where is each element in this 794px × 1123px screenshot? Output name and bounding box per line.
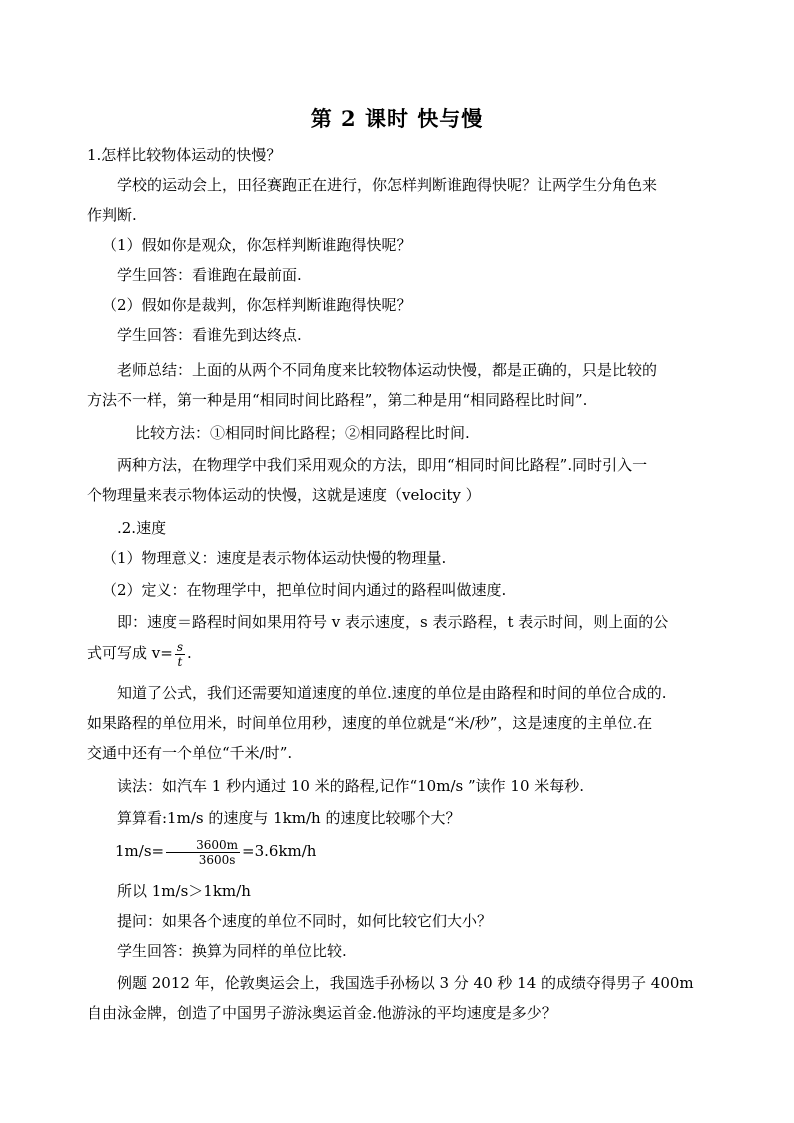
formula-suffix: . [186,644,192,662]
conclusion: 所以 1m/s＞1km/h [117,882,251,900]
conversion-fraction [166,838,240,867]
two-methods-line1: 两种方法，在物理学中我们采用观众的方法，即用“相同时间比路程”.同时引入一 [117,456,648,474]
question-audience: （1）假如你是观众，你怎样判断谁跑得快呢？ [102,236,412,254]
reading-method: 读法：如汽车 1 秒内通过 10 米的路程,记作“10m/s ”读作 10 米每秒. [117,777,585,795]
formula-numerator: s [176,639,183,654]
formula-text-line2 [87,638,707,669]
section-heading-compare: 1.怎样比较物体运动的快慢？ [87,146,282,164]
answer-units: 学生回答：换算为同样的单位比较. [117,942,347,960]
example-line2: 自由泳金牌，创造了中国男子游泳奥运首金.他游泳的平均速度是多少？ [87,1004,557,1022]
conversion-denominator: 3600s [198,852,236,867]
conversion-suffix: =3.6km/h [242,842,317,860]
units-line2: 如果路程的单位用米，时间单位用秒，速度的单位就是“米/秒”，这是速度的主单位.在 [87,714,653,732]
conversion-prefix: 1m/s= [115,842,165,860]
formula-fraction [175,640,185,669]
question-referee: （2）假如你是裁判，你怎样判断谁跑得快呢？ [102,296,412,314]
answer-referee: 学生回答：看谁先到达终点. [117,326,302,344]
conversion-formula [87,836,707,867]
answer-audience: 学生回答：看谁跑在最前面. [117,266,302,284]
teacher-summary-line1: 老师总结：上面的从两个不同角度来比较物体运动快慢，都是正确的，只是比较的 [117,361,658,379]
teacher-summary-line2: 方法不一样，第一种是用“相同时间比路程”，第二种是用“相同路程比时间”. [87,391,588,409]
formula-denominator: t [177,654,183,669]
units-line1: 知道了公式，我们还需要知道速度的单位.速度的单位是由路程和时间的单位合成的. [117,684,667,702]
question-units: 提问：如果各个速度的单位不同时，如何比较它们大小？ [117,912,493,930]
paragraph-intro-line2: 作判断. [87,206,137,224]
example-line1: 例题 2012 年，伦敦奥运会上，我国选手孙杨以 3 分 40 秒 14 的成绩夺得男子 400m [117,974,694,992]
formula-text-line1: 即：速度＝路程时间如果用符号 v 表示速度，s 表示路程，t 表示时间，则上面的公 [117,613,669,631]
formula-prefix: 式可写成 v= [87,644,173,662]
definition: （2）定义：在物理学中，把单位时间内通过的路程叫做速度. [102,581,507,599]
conversion-numerator: 3600m [166,838,240,853]
calculate-question: 算算看:1m/s 的速度与 1km/h 的速度比较哪个大？ [117,809,461,827]
physical-meaning: （1）物理意义：速度是表示物体运动快慢的物理量. [102,549,447,567]
two-methods-line2: 个物理量来表示物体运动的快慢，这就是速度（velocity ） [87,486,481,504]
compare-methods: 比较方法：①相同时间比路程；②相同路程比时间. [135,424,470,442]
paragraph-intro-line1: 学校的运动会上，田径赛跑正在进行，你怎样判断谁跑得快呢？让两学生分角色来 [117,176,658,194]
section-heading-speed: .2.速度 [117,519,167,537]
units-line3: 交通中还有一个单位“千米/时”. [87,744,293,762]
page-title: 第 2 课时 快与慢 [310,106,484,131]
